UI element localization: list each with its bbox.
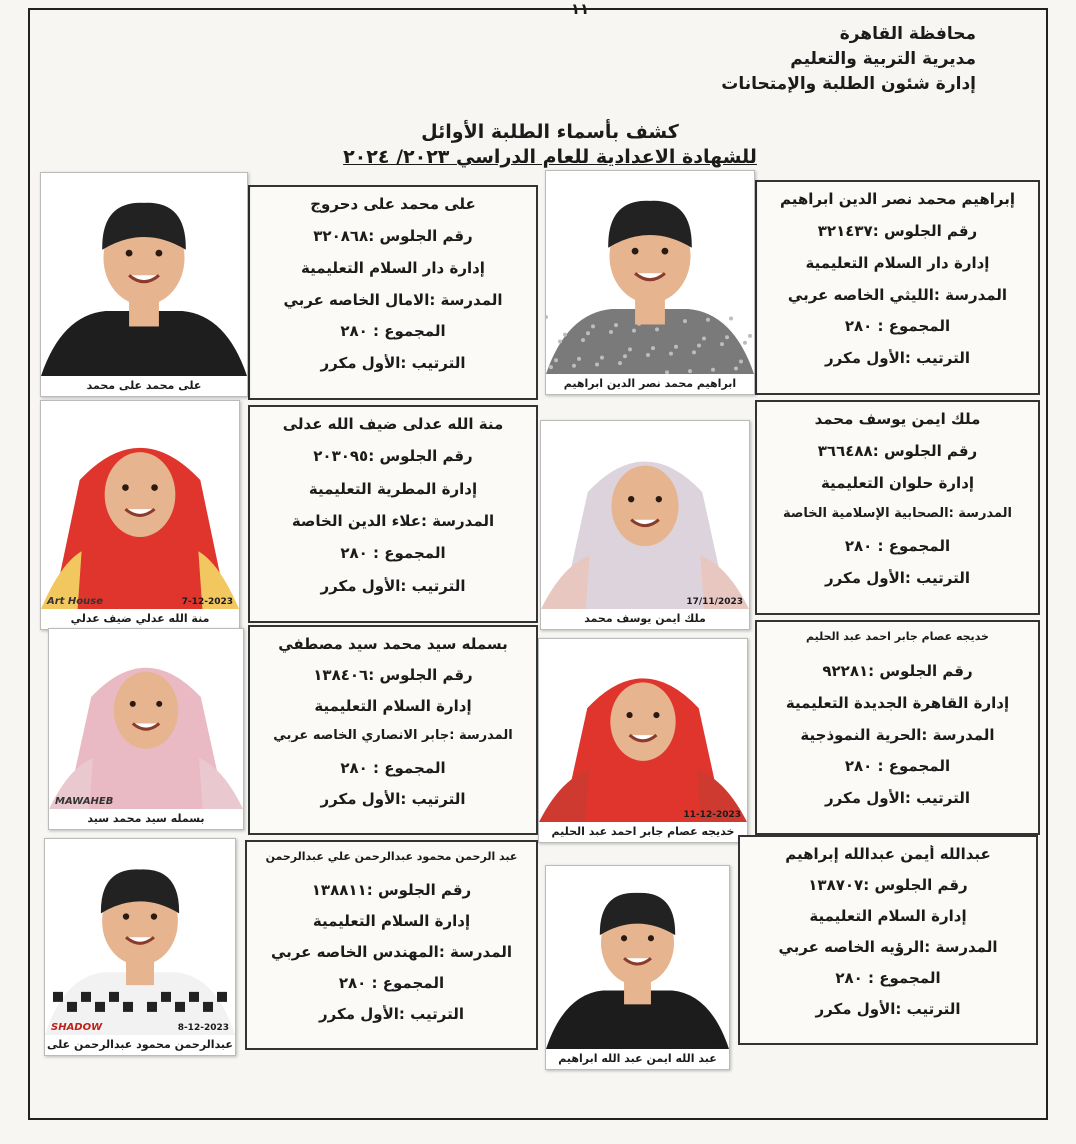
student-card (755, 620, 1040, 835)
rank: الترتيب :الأول مكرر (815, 1000, 961, 1018)
student-name: بسمله سيد محمد سيد مصطفي (278, 635, 508, 653)
photo-date: 17/11/2023 (686, 597, 743, 607)
student-photo (540, 420, 750, 630)
total-score: المجموع : ٢٨٠ (340, 544, 446, 563)
total-score: المجموع : ٢٨٠ (340, 322, 446, 341)
total-score: المجموع : ٢٨٠ (835, 969, 941, 987)
seat-number: رقم الجلوس :١٣٨٧٠٧ (808, 876, 968, 894)
student-card (755, 400, 1040, 615)
photo-caption: خديجه عصام جابر احمد عبد الحليم (539, 822, 747, 842)
school-name: المدرسة :الحرية النموذجية (800, 725, 995, 744)
seat-number: رقم الجلوس :٢٠٣٠٩٥ (313, 447, 473, 466)
school-name: المدرسة :الامال الخاصه عربي (283, 290, 503, 309)
rank: الترتيب :الأول مكرر (320, 790, 466, 808)
title-sub: للشهادة الاعدادية للعام الدراسي ٢٠٢٣/ ٢٠٢٤ (343, 146, 757, 168)
page-number: ١١ (570, 0, 590, 18)
rank: الترتيب :الأول مكرر (320, 576, 466, 595)
rank: الترتيب :الأول مكرر (320, 354, 466, 373)
student-photo (545, 170, 755, 395)
education-administration: إدارة السلام التعليمية (314, 697, 472, 715)
seat-number: رقم الجلوس :٣٦٦٤٨٨ (817, 441, 978, 460)
education-administration: إدارة السلام التعليمية (312, 912, 471, 930)
photo-date: 7-11-2023 (671, 1037, 723, 1047)
seat-number: رقم الجلوس :١٣٨٤٠٦ (313, 666, 473, 684)
rank: الترتيب :الأول مكرر (825, 349, 970, 368)
total-score: المجموع : ٢٨٠ (844, 757, 951, 776)
student-card (755, 180, 1040, 395)
photo-caption: عبد الله ايمن عبد الله ابراهيم (546, 1049, 729, 1069)
school-name: المدرسة :الليثي الخاصه عربي (787, 285, 1008, 304)
school-name: المدرسة :علاء الدين الخاصة (291, 512, 495, 530)
seat-number: رقم الجلوس :٣٢١٤٣٧ (817, 221, 978, 240)
total-score: المجموع : ٢٨٠ (338, 974, 445, 992)
seat-number: رقم الجلوس :١٣٨٨١١ (311, 881, 472, 899)
student-name: ملك ايمن يوسف محمد (814, 410, 981, 428)
rank: الترتيب :الأول مكرر (319, 1005, 464, 1023)
student-name: على محمد على دحروج (310, 195, 476, 213)
photo-studio-mark: MAWAHEB (55, 796, 114, 807)
student-photo (538, 638, 748, 843)
header-directorate: مديرية التربية والتعليم (790, 49, 976, 69)
student-photo (48, 628, 244, 830)
student-photo (40, 172, 248, 397)
seat-number: رقم الجلوس :٩٢٢٨١ (822, 661, 973, 680)
student-card (248, 405, 538, 623)
student-name: منة الله عدلى ضيف الله عدلى (282, 415, 504, 433)
photo-date: 7-12-2023 (181, 597, 233, 607)
education-administration: إدارة السلام التعليمية (809, 907, 967, 925)
school-name: المدرسة :الصحابية الإسلامية الخاصة (782, 505, 1013, 521)
total-score: المجموع : ٢٨٠ (844, 537, 951, 556)
education-administration: إدارة القاهرة الجديدة التعليمية (785, 693, 1010, 712)
header-governorate: محافظة القاهرة (839, 24, 976, 44)
student-card (245, 840, 538, 1050)
photo-caption: على محمد على محمد (41, 376, 247, 396)
student-card (738, 835, 1038, 1045)
student-photo (40, 400, 240, 630)
school-name: المدرسة :جابر الانصاري الخاصه عربي (273, 728, 513, 743)
student-card (248, 185, 538, 400)
photo-caption: بسمله سيد محمد سيد (49, 809, 243, 829)
rank: الترتيب :الأول مكرر (825, 569, 970, 588)
photo-caption: ملك ايمن يوسف محمد (541, 609, 749, 629)
rank: الترتيب :الأول مكرر (825, 789, 970, 808)
header-department: إدارة شئون الطلبة والإمتحانات (721, 74, 976, 94)
photo-date: 11-12-2023 (683, 810, 741, 820)
photo-studio-mark: SHADOW (51, 1022, 103, 1033)
student-name: إبراهيم محمد نصر الدين ابراهيم (779, 190, 1016, 208)
photo-caption: منة الله عدلي ضيف عدلي (41, 609, 239, 629)
photo-date: 8-12-2023 (177, 1023, 229, 1033)
school-name: المدرسة :المهندس الخاصه عربي (270, 943, 513, 961)
document-title (250, 120, 850, 170)
total-score: المجموع : ٢٨٠ (844, 317, 951, 336)
education-administration: إدارة دار السلام التعليمية (301, 258, 485, 277)
education-administration: إدارة دار السلام التعليمية (805, 253, 990, 272)
education-administration: إدارة المطرية التعليمية (308, 479, 478, 498)
photo-caption: ابراهيم محمد نصر الدين ابراهيم (546, 374, 754, 394)
student-name: عبدالله أيمن عبدالله إبراهيم (785, 845, 991, 863)
school-name: المدرسة :الرؤيه الخاصه عربي (778, 938, 998, 956)
title-main: كشف بأسماء الطلبة الأوائل (421, 121, 679, 143)
student-name: خديجه عصام جابر احمد عبد الحليم (806, 630, 989, 643)
student-card (248, 625, 538, 835)
student-photo (44, 838, 236, 1056)
education-administration: إدارة حلوان التعليمية (820, 473, 975, 492)
photo-caption: عبدالرحمن محمود عبدالرحمن على (45, 1035, 235, 1055)
photo-studio-mark: Art House (47, 596, 104, 607)
seat-number: رقم الجلوس :٣٢٠٨٦٨ (313, 226, 473, 245)
document-header (646, 22, 976, 97)
student-name: عبد الرحمن محمود عبدالرحمن علي عبدالرحمن (265, 850, 518, 863)
total-score: المجموع : ٢٨٠ (340, 759, 446, 777)
student-photo (545, 865, 730, 1070)
